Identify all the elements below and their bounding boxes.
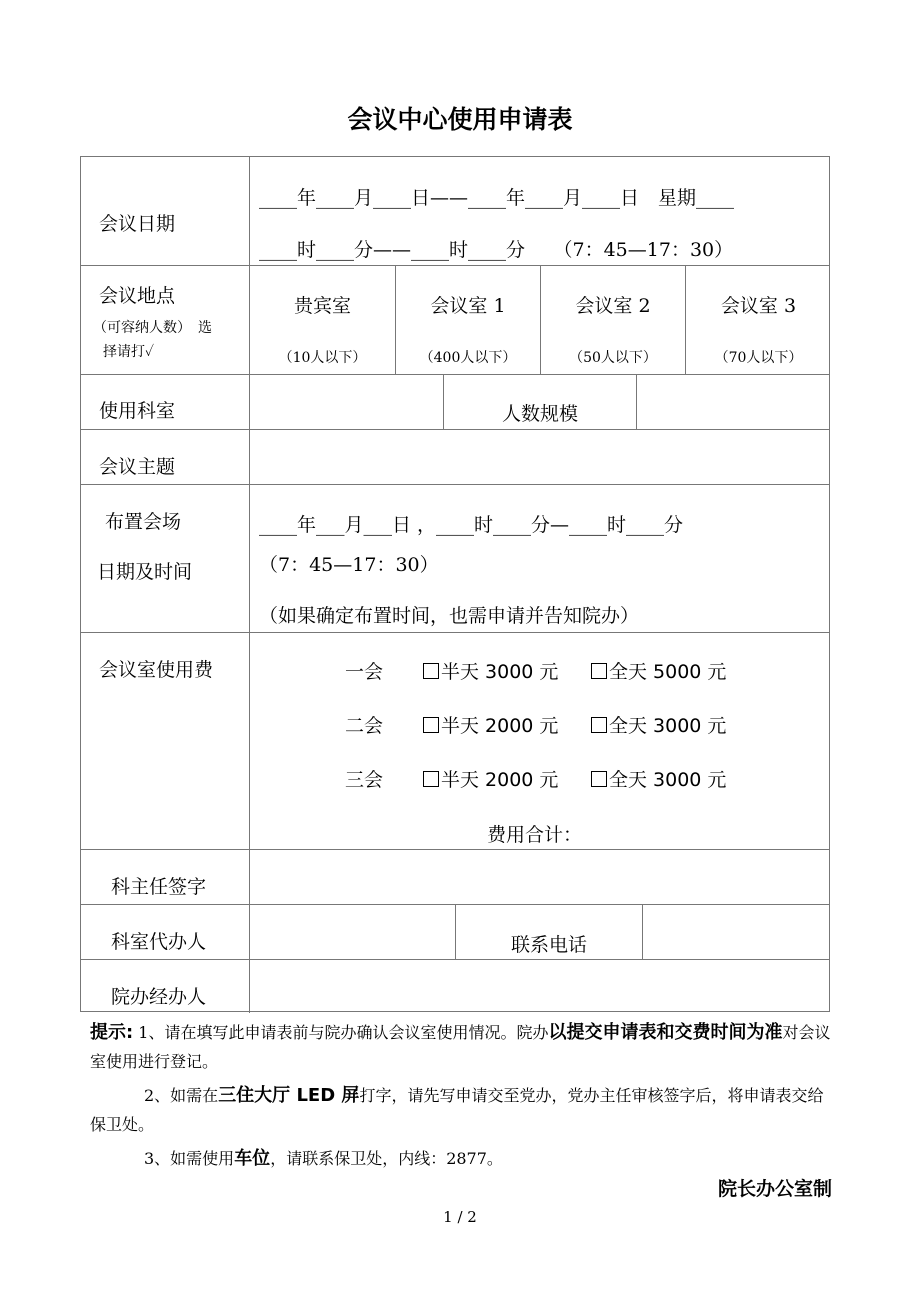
contact-phone-label: 联系电话 — [510, 934, 587, 956]
location-sublabel: 择请打✓ — [103, 344, 155, 360]
issuer-footer: 院长办公室制 — [717, 1178, 832, 1200]
attendee-size-label: 人数规模 — [501, 403, 578, 425]
fee-full-day-option[interactable] — [591, 657, 726, 684]
fee-full-label: 全天 5000 元 — [609, 661, 727, 683]
fee-total-label: 费用合计： — [487, 824, 583, 846]
note-emphasis: 以提交申请表和交费时间为准 — [548, 1022, 783, 1043]
note-text: 3、如需使用 — [144, 1149, 235, 1168]
location-sublabel: （可容纳人数） 选 — [93, 320, 212, 336]
director-signature-input[interactable] — [251, 851, 829, 903]
setup-note: （如果确定布置时间，也需申请并告知院办） — [259, 605, 640, 627]
room-option-3[interactable]: 会议室 3 — [720, 295, 797, 317]
department-agent-input[interactable] — [251, 906, 454, 958]
divider — [81, 484, 829, 485]
page-title: 会议中心使用申请表 — [347, 105, 573, 134]
note-emphasis: 三住大厅 LED 屏 — [218, 1085, 360, 1106]
fee-half-label: 半天 2000 元 — [441, 715, 559, 737]
meeting-time-field[interactable]: ____时____分——____时____分 （7：45—17：30） — [259, 239, 734, 261]
page-number: 1 / 2 — [443, 1208, 477, 1226]
meeting-location-label: 会议地点 — [99, 285, 176, 307]
checkbox-icon[interactable] — [591, 771, 607, 787]
checkbox-icon[interactable] — [423, 717, 439, 733]
office-handler-input[interactable] — [251, 961, 829, 1011]
fee-half-label: 半天 3000 元 — [441, 661, 559, 683]
fee-room: 一会 — [345, 661, 384, 683]
fee-half-day-option[interactable] — [423, 711, 558, 738]
department-agent-label: 科室代办人 — [111, 931, 207, 953]
room-capacity: （10人以下） — [278, 350, 367, 366]
topic-input[interactable] — [251, 431, 829, 483]
note-text: 打字，请先写申请交至党办，党办主任审核签字后，将申请表交给保卫处。 — [90, 1086, 824, 1134]
setup-label: 日期及时间 — [97, 561, 193, 583]
notes-section — [90, 1018, 835, 1173]
divider — [81, 959, 829, 960]
note-text: ，请联系保卫处，内线：2877。 — [270, 1149, 503, 1168]
fee-room: 二会 — [345, 715, 384, 737]
checkbox-icon[interactable] — [591, 663, 607, 679]
department-input[interactable] — [251, 376, 442, 428]
office-handler-label: 院办经办人 — [111, 986, 207, 1008]
fee-label: 会议室使用费 — [99, 659, 214, 681]
room-option-vip[interactable]: 贵宾室 — [293, 295, 351, 317]
divider — [81, 429, 829, 430]
attendee-size-input[interactable] — [638, 376, 828, 428]
setup-label: 布置会场 — [105, 511, 182, 533]
note-text: 1、请在填写此申请表前与院办确认会议室使用情况。院办 — [133, 1023, 549, 1042]
room-option-2[interactable]: 会议室 2 — [575, 295, 651, 317]
director-signature-label: 科主任签字 — [111, 876, 207, 898]
note-emphasis: 车位 — [234, 1148, 271, 1169]
divider — [81, 374, 829, 375]
divider — [642, 904, 643, 959]
meeting-date-field[interactable]: ____年____月____日——____年____月____日 星期____ — [259, 187, 735, 209]
department-label: 使用科室 — [99, 400, 176, 422]
note-text: 2、如需在 — [144, 1086, 219, 1105]
application-form-table — [80, 156, 830, 1012]
fee-full-label: 全天 3000 元 — [609, 715, 727, 737]
divider — [636, 374, 637, 429]
room-option-1[interactable]: 会议室 1 — [430, 295, 506, 317]
setup-hours: （7：45—17：30） — [259, 554, 439, 576]
contact-phone-input[interactable] — [644, 906, 829, 958]
note-3 — [90, 1144, 835, 1173]
fee-full-day-option[interactable] — [591, 765, 726, 792]
divider — [249, 157, 250, 1013]
fee-half-label: 半天 2000 元 — [441, 769, 559, 791]
meeting-date-label: 会议日期 — [99, 213, 176, 235]
note-text: 对会议室使用进行登记。 — [90, 1023, 831, 1071]
room-capacity: （400人以下） — [419, 350, 517, 366]
fee-room: 三会 — [345, 769, 384, 791]
divider — [81, 849, 829, 850]
fee-full-label: 全天 3000 元 — [609, 769, 727, 791]
fee-half-day-option[interactable] — [423, 657, 558, 684]
fee-full-day-option[interactable] — [591, 711, 726, 738]
setup-datetime-field[interactable]: ____年___月___日 ，____时____分—____时____分 — [259, 514, 684, 536]
divider — [81, 632, 829, 633]
checkbox-icon[interactable] — [591, 717, 607, 733]
checkbox-icon[interactable] — [423, 771, 439, 787]
room-capacity: （70人以下） — [714, 350, 803, 366]
note-1 — [90, 1018, 835, 1076]
notes-prefix: 提示: — [90, 1022, 134, 1043]
checkbox-icon[interactable] — [423, 663, 439, 679]
divider — [81, 265, 829, 266]
fee-half-day-option[interactable] — [423, 765, 558, 792]
room-capacity: （50人以下） — [569, 350, 657, 366]
topic-label: 会议主题 — [99, 456, 176, 478]
note-2 — [90, 1081, 835, 1139]
